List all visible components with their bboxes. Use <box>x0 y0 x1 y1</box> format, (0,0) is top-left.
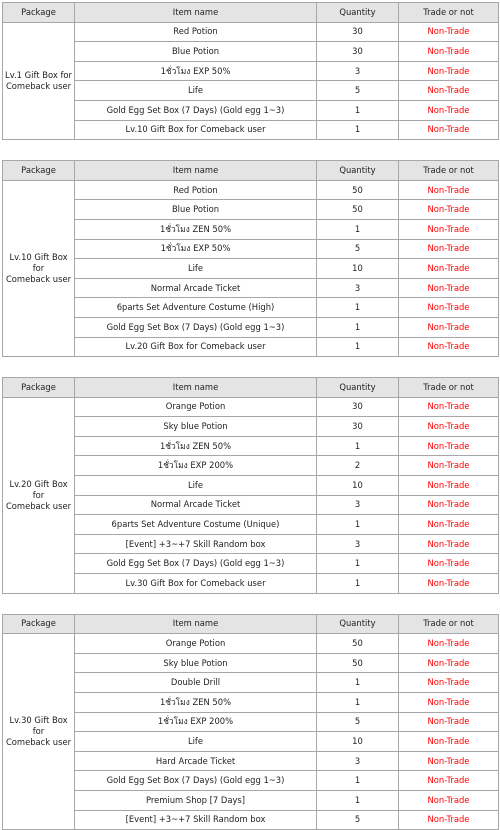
table-row <box>3 751 499 771</box>
item-name: [Event] +3~+7 Skill Random box <box>75 534 317 554</box>
item-quantity: 10 <box>317 732 399 752</box>
item-name: Gold Egg Set Box (7 Days) (Gold egg 1~3) <box>75 317 317 337</box>
item-name: Lv.20 Gift Box for Comeback user <box>75 337 317 357</box>
item-name: Gold Egg Set Box (7 Days) (Gold egg 1~3) <box>75 100 317 120</box>
table-row <box>3 712 499 732</box>
item-quantity: 1 <box>317 554 399 574</box>
item-quantity: 5 <box>317 810 399 830</box>
header-row <box>3 378 499 398</box>
item-quantity: 10 <box>317 476 399 496</box>
item-quantity: 1 <box>317 673 399 693</box>
item-name: Gold Egg Set Box (7 Days) (Gold egg 1~3) <box>75 771 317 791</box>
header-trade: Trade or not <box>399 614 499 634</box>
table-row <box>3 554 499 574</box>
trade-status: Non-Trade <box>399 456 499 476</box>
table-row <box>3 476 499 496</box>
table-row <box>3 180 499 200</box>
item-name: Red Potion <box>75 22 317 42</box>
header-item-name: Item name <box>75 378 317 398</box>
trade-status: Non-Trade <box>399 554 499 574</box>
package-table <box>2 614 499 830</box>
table-row <box>3 298 499 318</box>
table-row <box>3 100 499 120</box>
table-row <box>3 653 499 673</box>
trade-status: Non-Trade <box>399 653 499 673</box>
item-quantity: 3 <box>317 278 399 298</box>
item-name: Normal Arcade Ticket <box>75 495 317 515</box>
trade-status: Non-Trade <box>399 693 499 713</box>
item-quantity: 1 <box>317 693 399 713</box>
item-quantity: 1 <box>317 219 399 239</box>
package-name <box>3 22 75 140</box>
item-name: 6parts Set Adventure Costume (High) <box>75 298 317 318</box>
trade-status: Non-Trade <box>399 790 499 810</box>
item-quantity: 1 <box>317 337 399 357</box>
item-quantity: 3 <box>317 534 399 554</box>
trade-status: Non-Trade <box>399 81 499 101</box>
table-row <box>3 673 499 693</box>
table-row <box>3 790 499 810</box>
item-quantity: 1 <box>317 436 399 456</box>
item-quantity: 2 <box>317 456 399 476</box>
package-name <box>3 180 75 356</box>
package-table <box>2 160 499 357</box>
header-row <box>3 3 499 23</box>
package-name-line: Comeback user <box>5 737 72 748</box>
trade-status: Non-Trade <box>399 337 499 357</box>
trade-status: Non-Trade <box>399 42 499 62</box>
package-name-line: Lv.20 Gift Box for <box>9 478 68 500</box>
trade-status: Non-Trade <box>399 495 499 515</box>
trade-status: Non-Trade <box>399 634 499 654</box>
item-name: Sky blue Potion <box>75 653 317 673</box>
header-row <box>3 161 499 181</box>
trade-status: Non-Trade <box>399 278 499 298</box>
item-name: Gold Egg Set Box (7 Days) (Gold egg 1~3) <box>75 554 317 574</box>
trade-status: Non-Trade <box>399 120 499 140</box>
table-row <box>3 219 499 239</box>
item-quantity: 5 <box>317 239 399 259</box>
table-row <box>3 337 499 357</box>
trade-status: Non-Trade <box>399 771 499 791</box>
item-quantity: 50 <box>317 180 399 200</box>
item-quantity: 1 <box>317 771 399 791</box>
item-quantity: 30 <box>317 417 399 437</box>
table-row <box>3 278 499 298</box>
item-name: Life <box>75 81 317 101</box>
item-name: 6parts Set Adventure Costume (Unique) <box>75 515 317 535</box>
item-name: Life <box>75 476 317 496</box>
table-row <box>3 22 499 42</box>
trade-status: Non-Trade <box>399 673 499 693</box>
item-name: Normal Arcade Ticket <box>75 278 317 298</box>
item-name: Life <box>75 259 317 279</box>
trade-status: Non-Trade <box>399 534 499 554</box>
item-quantity: 50 <box>317 634 399 654</box>
header-quantity: Quantity <box>317 161 399 181</box>
header-trade: Trade or not <box>399 161 499 181</box>
table-row <box>3 574 499 594</box>
item-name: [Event] +3~+7 Skill Random box <box>75 810 317 830</box>
package-name-line: Comeback user <box>5 80 72 91</box>
header-row <box>3 614 499 634</box>
package-name-line: Lv.10 Gift Box for <box>9 251 68 273</box>
package-table <box>2 2 499 140</box>
header-quantity: Quantity <box>317 378 399 398</box>
item-quantity: 3 <box>317 751 399 771</box>
package-name-line: Comeback user <box>5 500 72 511</box>
trade-status: Non-Trade <box>399 476 499 496</box>
item-quantity: 1 <box>317 298 399 318</box>
item-name: Premium Shop [7 Days] <box>75 790 317 810</box>
item-quantity: 1 <box>317 100 399 120</box>
header-package: Package <box>3 614 75 634</box>
package-name-line: Comeback user <box>5 273 72 284</box>
item-quantity: 5 <box>317 81 399 101</box>
item-name: Blue Potion <box>75 200 317 220</box>
item-name: Blue Potion <box>75 42 317 62</box>
item-quantity: 50 <box>317 653 399 673</box>
trade-status: Non-Trade <box>399 180 499 200</box>
trade-status: Non-Trade <box>399 61 499 81</box>
table-row <box>3 239 499 259</box>
header-item-name: Item name <box>75 3 317 23</box>
package-name-line: Lv.1 Gift Box for <box>5 69 72 80</box>
table-row <box>3 515 499 535</box>
table-row <box>3 200 499 220</box>
package-name <box>3 634 75 830</box>
table-row <box>3 397 499 417</box>
trade-status: Non-Trade <box>399 751 499 771</box>
table-row <box>3 534 499 554</box>
table-row <box>3 61 499 81</box>
item-name: 1ชั่วโมง EXP 200% <box>75 456 317 476</box>
item-quantity: 30 <box>317 42 399 62</box>
item-name: Hard Arcade Ticket <box>75 751 317 771</box>
item-name: 1ชั่วโมง ZEN 50% <box>75 436 317 456</box>
item-name: 1ชั่วโมง EXP 50% <box>75 61 317 81</box>
item-quantity: 1 <box>317 317 399 337</box>
table-row <box>3 456 499 476</box>
table-row <box>3 436 499 456</box>
trade-status: Non-Trade <box>399 219 499 239</box>
item-quantity: 1 <box>317 574 399 594</box>
item-quantity: 30 <box>317 22 399 42</box>
trade-status: Non-Trade <box>399 100 499 120</box>
item-name: Lv.10 Gift Box for Comeback user <box>75 120 317 140</box>
item-quantity: 1 <box>317 790 399 810</box>
item-name: 1ชั่วโมง EXP 200% <box>75 712 317 732</box>
item-quantity: 50 <box>317 200 399 220</box>
header-package: Package <box>3 161 75 181</box>
trade-status: Non-Trade <box>399 397 499 417</box>
table-row <box>3 81 499 101</box>
item-name: Orange Potion <box>75 397 317 417</box>
trade-status: Non-Trade <box>399 417 499 437</box>
table-row <box>3 317 499 337</box>
header-package: Package <box>3 378 75 398</box>
table-row <box>3 495 499 515</box>
item-name: Sky blue Potion <box>75 417 317 437</box>
item-quantity: 1 <box>317 120 399 140</box>
trade-status: Non-Trade <box>399 436 499 456</box>
table-row <box>3 120 499 140</box>
header-item-name: Item name <box>75 614 317 634</box>
trade-status: Non-Trade <box>399 239 499 259</box>
trade-status: Non-Trade <box>399 200 499 220</box>
item-quantity: 3 <box>317 495 399 515</box>
item-quantity: 10 <box>317 259 399 279</box>
trade-status: Non-Trade <box>399 515 499 535</box>
header-item-name: Item name <box>75 161 317 181</box>
header-trade: Trade or not <box>399 378 499 398</box>
trade-status: Non-Trade <box>399 810 499 830</box>
trade-status: Non-Trade <box>399 259 499 279</box>
item-name: 1ชั่วโมง ZEN 50% <box>75 693 317 713</box>
table-row <box>3 810 499 830</box>
package-table <box>2 377 499 594</box>
trade-status: Non-Trade <box>399 574 499 594</box>
header-package: Package <box>3 3 75 23</box>
table-row <box>3 732 499 752</box>
table-row <box>3 417 499 437</box>
table-row <box>3 259 499 279</box>
item-name: Life <box>75 732 317 752</box>
item-quantity: 1 <box>317 515 399 535</box>
trade-status: Non-Trade <box>399 732 499 752</box>
header-quantity: Quantity <box>317 614 399 634</box>
item-name: Orange Potion <box>75 634 317 654</box>
trade-status: Non-Trade <box>399 317 499 337</box>
table-row <box>3 634 499 654</box>
table-row <box>3 693 499 713</box>
table-row <box>3 771 499 791</box>
item-name: 1ชั่วโมง ZEN 50% <box>75 219 317 239</box>
item-name: Red Potion <box>75 180 317 200</box>
trade-status: Non-Trade <box>399 298 499 318</box>
header-trade: Trade or not <box>399 3 499 23</box>
item-name: Lv.30 Gift Box for Comeback user <box>75 574 317 594</box>
item-name: Double Drill <box>75 673 317 693</box>
item-quantity: 3 <box>317 61 399 81</box>
table-row <box>3 42 499 62</box>
trade-status: Non-Trade <box>399 22 499 42</box>
trade-status: Non-Trade <box>399 712 499 732</box>
item-name: 1ชั่วโมง EXP 50% <box>75 239 317 259</box>
package-name-line: Lv.30 Gift Box for <box>9 715 68 737</box>
item-quantity: 30 <box>317 397 399 417</box>
item-quantity: 5 <box>317 712 399 732</box>
package-name <box>3 397 75 593</box>
header-quantity: Quantity <box>317 3 399 23</box>
